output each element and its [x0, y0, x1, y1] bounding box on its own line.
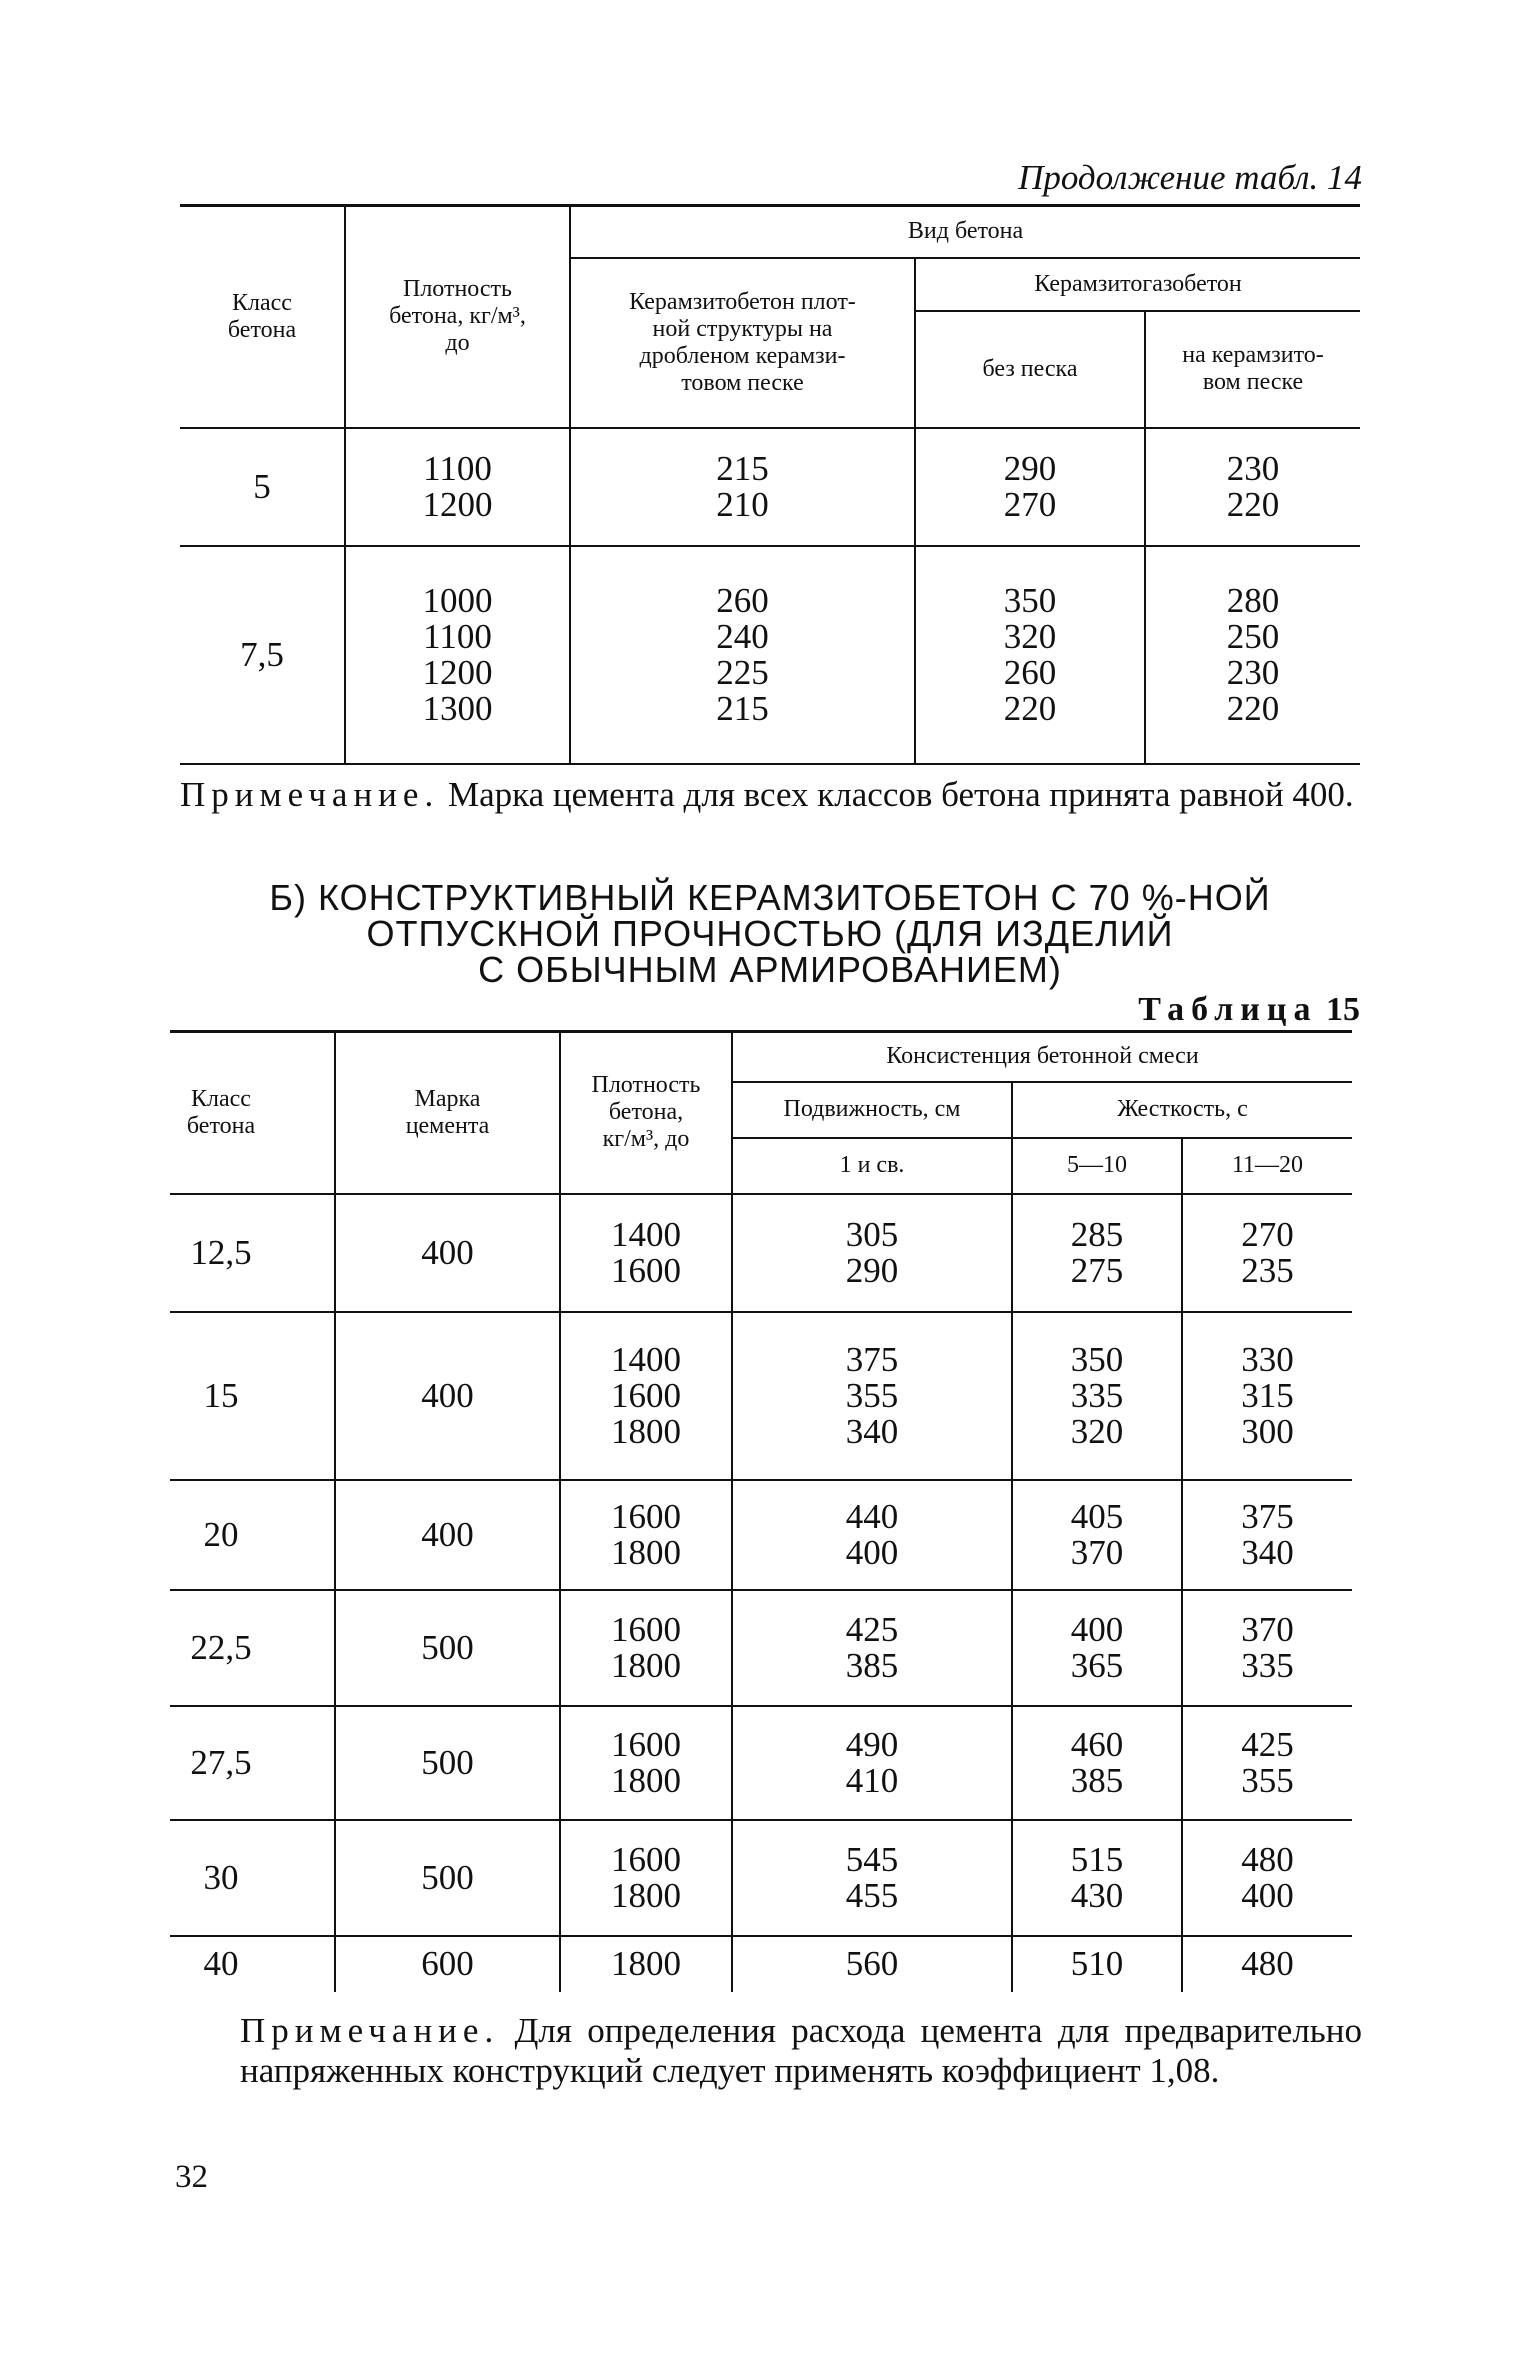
page-number: 32: [175, 2159, 208, 2195]
cell-stiffness-5-10: 405 370: [1012, 1480, 1182, 1590]
header-stiffness: Жесткость, с: [1012, 1082, 1352, 1138]
table-row: [170, 1936, 1352, 1992]
header-stiffness-5-10: 5—10: [1012, 1138, 1182, 1194]
cell-density: 1400 1600: [560, 1194, 732, 1312]
cell-class: 27,5: [170, 1706, 335, 1820]
cell-mobility: 425 385: [732, 1590, 1012, 1706]
cell-stiffness-11-20: 270 235: [1182, 1194, 1352, 1312]
cell-stiffness-11-20: 330 315 300: [1182, 1312, 1352, 1480]
cell-stiffness-5-10: 510: [1012, 1936, 1182, 1992]
note-label: Примечание.: [180, 775, 440, 814]
cell-stiffness-11-20: 480 400: [1182, 1820, 1352, 1936]
note-text: Марка цемента для всех классов бетона принята равной 400.: [439, 775, 1354, 814]
table-continuation-title: Продолжение табл. 14: [1018, 158, 1362, 197]
cell-keramzit-sand: 280 250 230 220: [1145, 546, 1360, 764]
header-mobility-range: 1 и св.: [732, 1138, 1012, 1194]
cell-stiffness-11-20: 480: [1182, 1936, 1352, 1992]
table-row: [170, 1706, 1352, 1820]
table-label-word: Таблица: [1138, 991, 1318, 1028]
cell-stiffness-5-10: 350 335 320: [1012, 1312, 1182, 1480]
header-cement-grade: Марка цемента: [335, 1032, 560, 1194]
cell-cement-grade: 400: [335, 1312, 560, 1480]
note-text: Для определения расхода цемента для предварительно напряженных конструкций следует применять коэффициент 1,08.: [240, 2011, 1362, 2090]
cell-density: 1600 1800: [560, 1480, 732, 1590]
header-class: Класс бетона: [180, 206, 345, 428]
cell-class: 22,5: [170, 1590, 335, 1706]
cell-mobility: 545 455: [732, 1820, 1012, 1936]
cell-no-sand: 290 270: [915, 428, 1145, 546]
cell-density: 1800: [560, 1936, 732, 1992]
table-row: [170, 1590, 1352, 1706]
table-15: [170, 1030, 1352, 1992]
cell-density: 1600 1800: [560, 1706, 732, 1820]
header-stiffness-11-20: 11—20: [1182, 1138, 1352, 1194]
table-row: [170, 1194, 1352, 1312]
cell-class: 20: [170, 1480, 335, 1590]
header-density: Плотность бетона, кг/м³, до: [560, 1032, 732, 1194]
note-table-14: [180, 775, 1362, 815]
cell-cement-grade: 500: [335, 1706, 560, 1820]
cell-class: 7,5: [180, 546, 345, 764]
header-consistency: Консистенция бетонной смеси: [732, 1032, 1352, 1082]
cell-stiffness-5-10: 285 275: [1012, 1194, 1182, 1312]
cell-keramzit-sand: 230 220: [1145, 428, 1360, 546]
header-concrete-type: Вид бетона: [570, 206, 1360, 258]
cell-stiffness-11-20: 375 340: [1182, 1480, 1352, 1590]
header-mobility: Подвижность, см: [732, 1082, 1012, 1138]
table-row: [180, 546, 1360, 764]
header-keramzit-sand: на керамзито- вом песке: [1145, 311, 1360, 428]
cell-stiffness-5-10: 400 365: [1012, 1590, 1182, 1706]
cell-density: 1000 1100 1200 1300: [345, 546, 570, 764]
cell-cement-grade: 400: [335, 1194, 560, 1312]
cell-stiffness-5-10: 460 385: [1012, 1706, 1182, 1820]
section-title-line: ОТПУСКНОЙ ПРОЧНОСТЬЮ (ДЛЯ ИЗДЕЛИЙ: [366, 913, 1174, 954]
cell-class: 12,5: [170, 1194, 335, 1312]
section-title-line: Б) КОНСТРУКТИВНЫЙ КЕРАМЗИТОБЕТОН С 70 %-НОЙ: [269, 877, 1271, 918]
cell-no-sand: 350 320 260 220: [915, 546, 1145, 764]
cell-mobility: 560: [732, 1936, 1012, 1992]
table-15-label: [1000, 992, 1360, 1028]
cell-class: 40: [203, 1944, 239, 1983]
header-keramzit-gas: Керамзитогазобетон: [915, 258, 1360, 311]
cell-keramzit-dense: 215 210: [570, 428, 915, 546]
cell-stiffness-11-20: 370 335: [1182, 1590, 1352, 1706]
cell-cement-grade: 400: [335, 1480, 560, 1590]
cell-mobility: 305 290: [732, 1194, 1012, 1312]
cell-cement-grade: 600: [335, 1936, 560, 1992]
header-no-sand: без песка: [915, 311, 1145, 428]
cell-mobility: 440 400: [732, 1480, 1012, 1590]
cell-stiffness-5-10: 515 430: [1012, 1820, 1182, 1936]
table-row: [170, 1480, 1352, 1590]
header-density: Плотность бетона, кг/м³, до: [345, 206, 570, 428]
table-14: [180, 204, 1360, 765]
cell-stiffness-11-20: 425 355: [1182, 1706, 1352, 1820]
table-label-number: 15: [1317, 991, 1360, 1028]
cell-mobility: 375 355 340: [732, 1312, 1012, 1480]
cell-cement-grade: 500: [335, 1590, 560, 1706]
header-keramzit-dense: Керамзитобетон плот- ной структуры на дробленом керамзи- товом песке: [570, 258, 915, 428]
section-title-line: С ОБЫЧНЫМ АРМИРОВАНИЕМ): [478, 949, 1062, 990]
note-label: Примечание.: [240, 2011, 500, 2050]
cell-mobility: 490 410: [732, 1706, 1012, 1820]
cell-density: 1600 1800: [560, 1590, 732, 1706]
cell-density: 1100 1200: [345, 428, 570, 546]
table-row: [180, 428, 1360, 546]
table-row: [170, 1312, 1352, 1480]
table-row: [170, 1820, 1352, 1936]
cell-class: 30: [170, 1820, 335, 1936]
cell-density: 1600 1800: [560, 1820, 732, 1936]
cell-keramzit-dense: 260 240 225 215: [570, 546, 915, 764]
header-class: Класс бетона: [170, 1032, 335, 1194]
section-title: [180, 877, 1360, 990]
cell-class: 5: [180, 428, 345, 546]
cell-class: 15: [170, 1312, 335, 1480]
cell-density: 1400 1600 1800: [560, 1312, 732, 1480]
note-table-15: [240, 2011, 1362, 2091]
cell-cement-grade: 500: [335, 1820, 560, 1936]
